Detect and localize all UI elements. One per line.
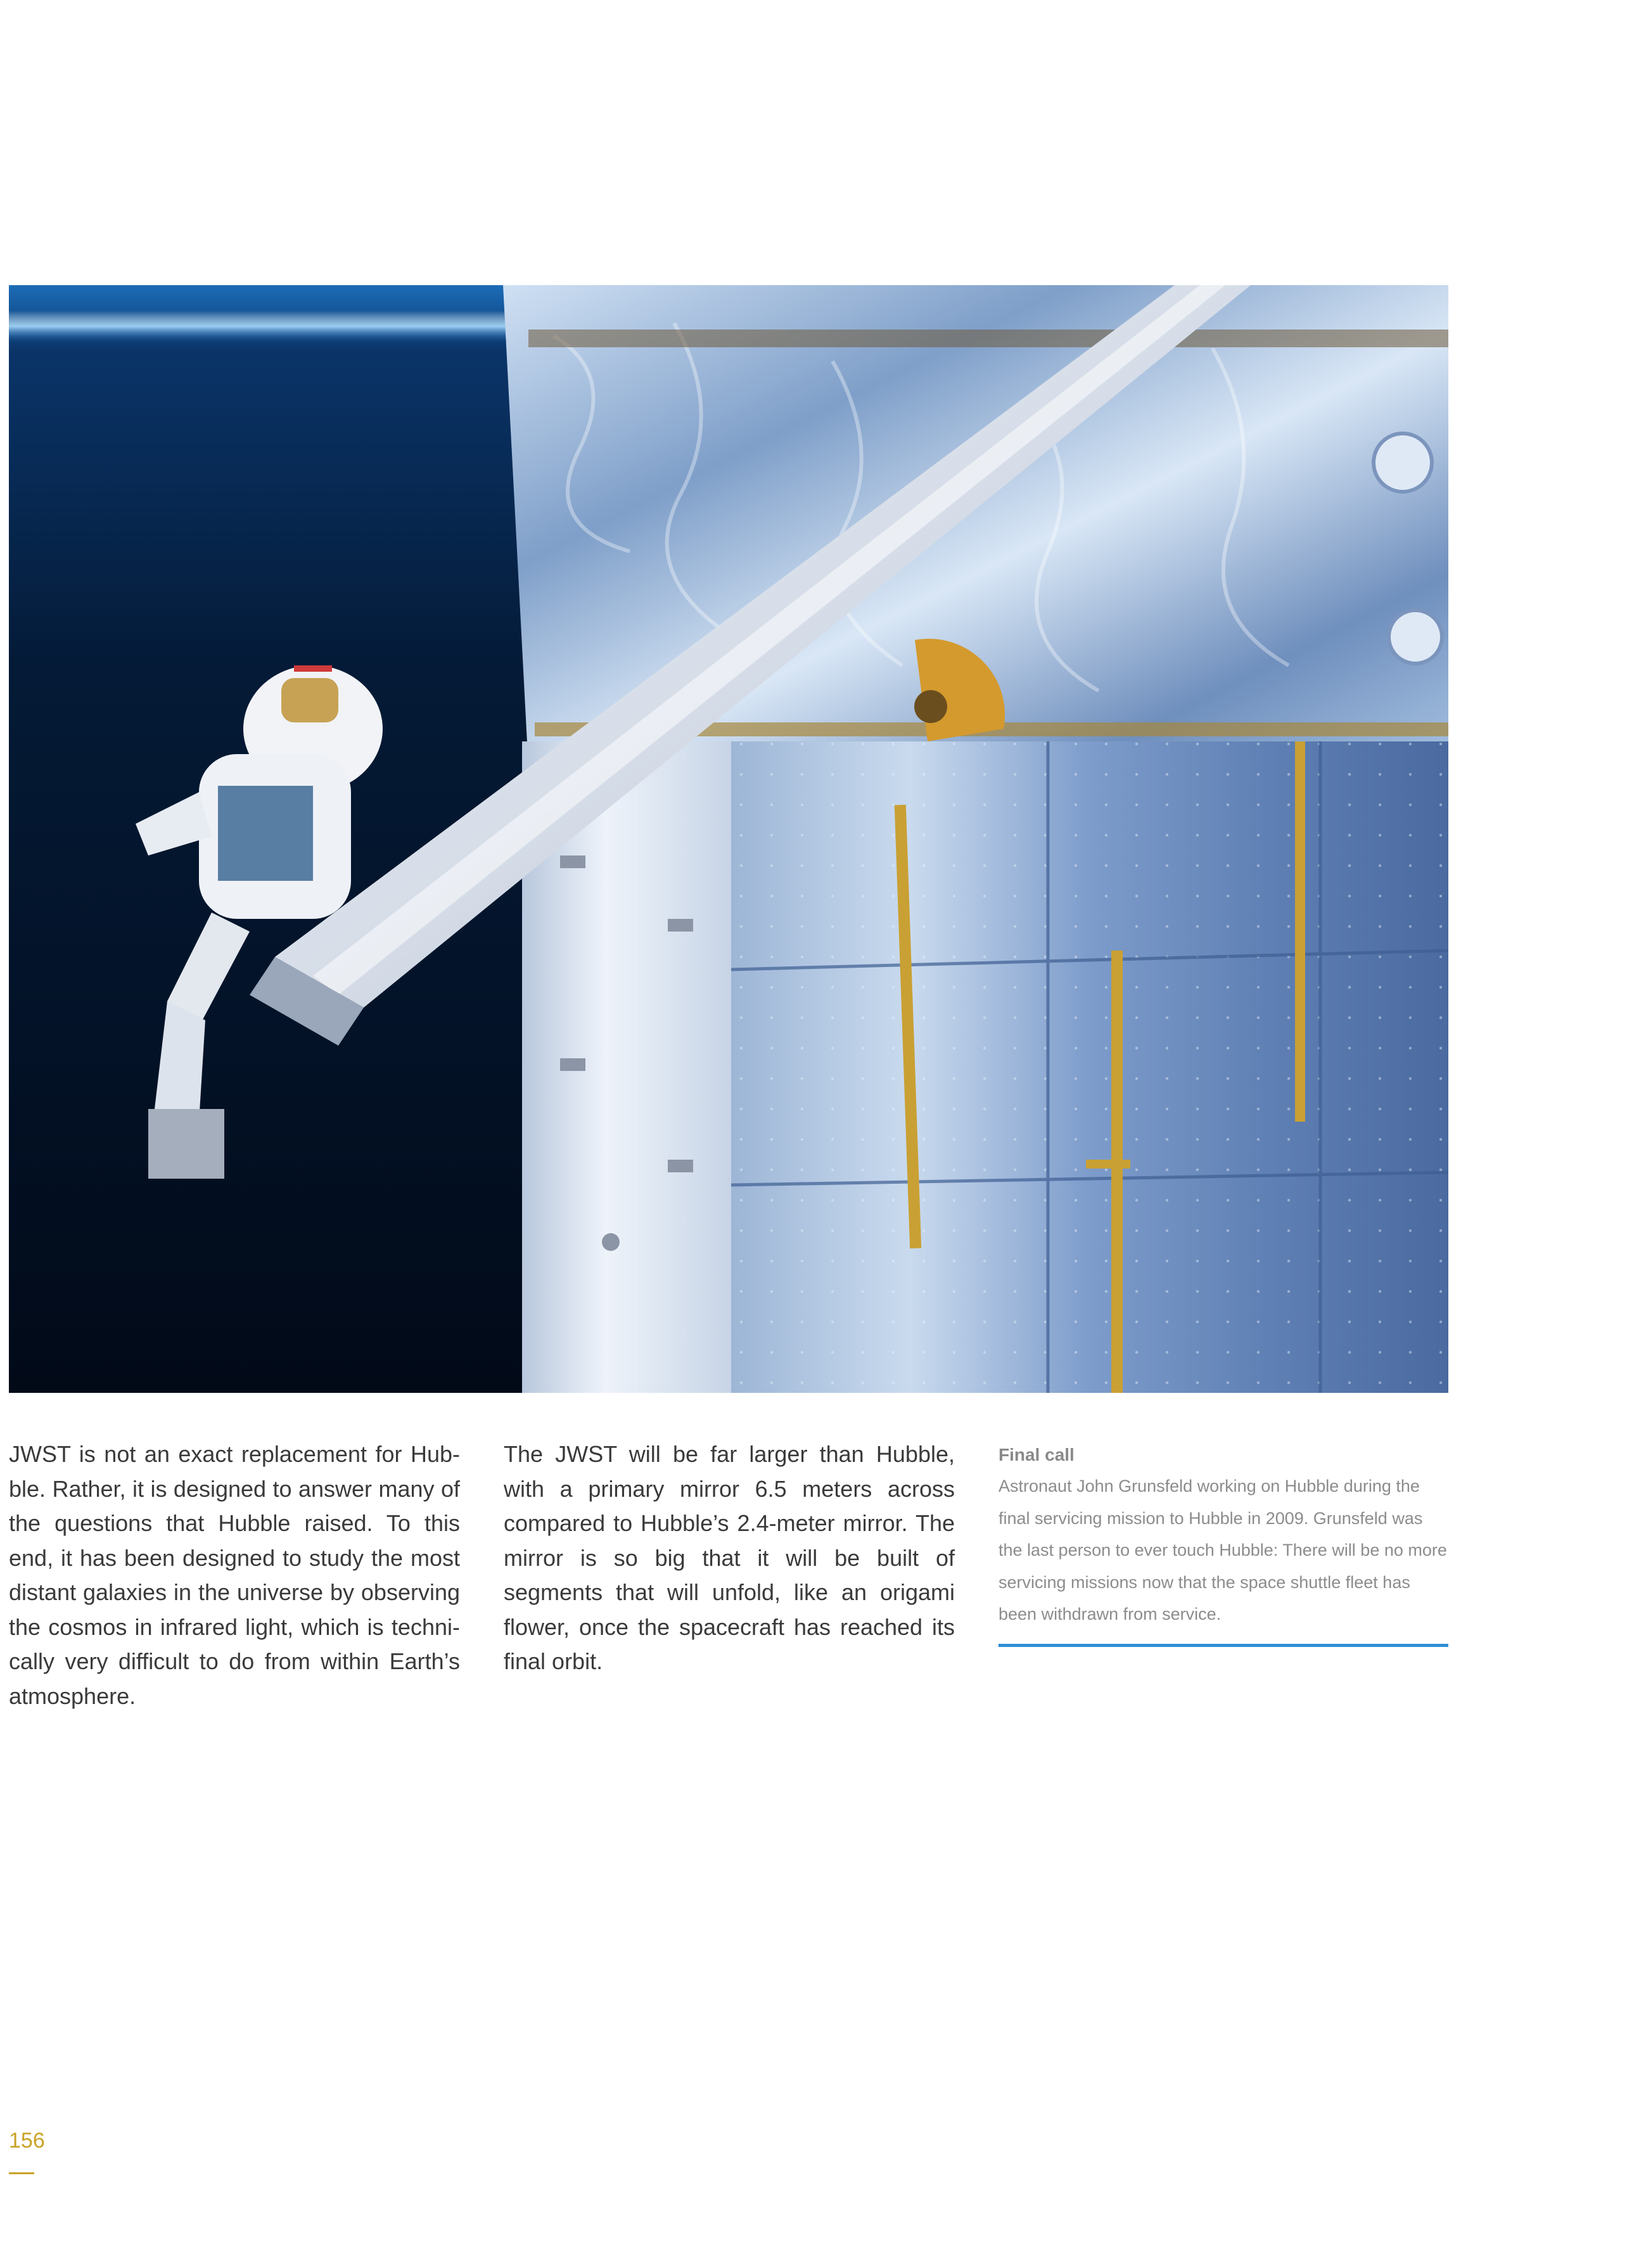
hubble-photo — [9, 285, 1448, 1393]
caption-title: Final call — [998, 1445, 1075, 1464]
hubble-photo-illustration — [9, 285, 1448, 1393]
folio-divider — [9, 2172, 34, 2174]
page-number: 156 — [9, 2129, 45, 2153]
body-column-2: The JWST will be far larger than Hubble, with a primary mirror 6.5 meters across compared to Hubble’s 2.4-meter mirror. The mirror is so big that it will be built of segments that will unfold, like an origami flower, once the spacecraft has reached its final orbit. — [504, 1441, 955, 1674]
caption-divider — [998, 1644, 1448, 1647]
body-column-1: JWST is not an exact replacement for Hubble. Rather, it is designed to answer many of the questions that Hubble raised. To this end, it has been designed to study the most distant galaxies in the universe by observing the cosmos in infrared light, which is technically very difficult to do from within Earth’s atmosphere. — [9, 1441, 460, 1709]
photo-caption — [998, 1442, 1448, 1631]
caption-text: Astronaut John Grunsfeld working on Hubble during the final servicing mission to Hubble in 2009. Grunsfeld was the last person to ever touch Hubble: There will be no more servicing missions now that the space shuttle fleet has been withdrawn from service. — [998, 1477, 1447, 1624]
